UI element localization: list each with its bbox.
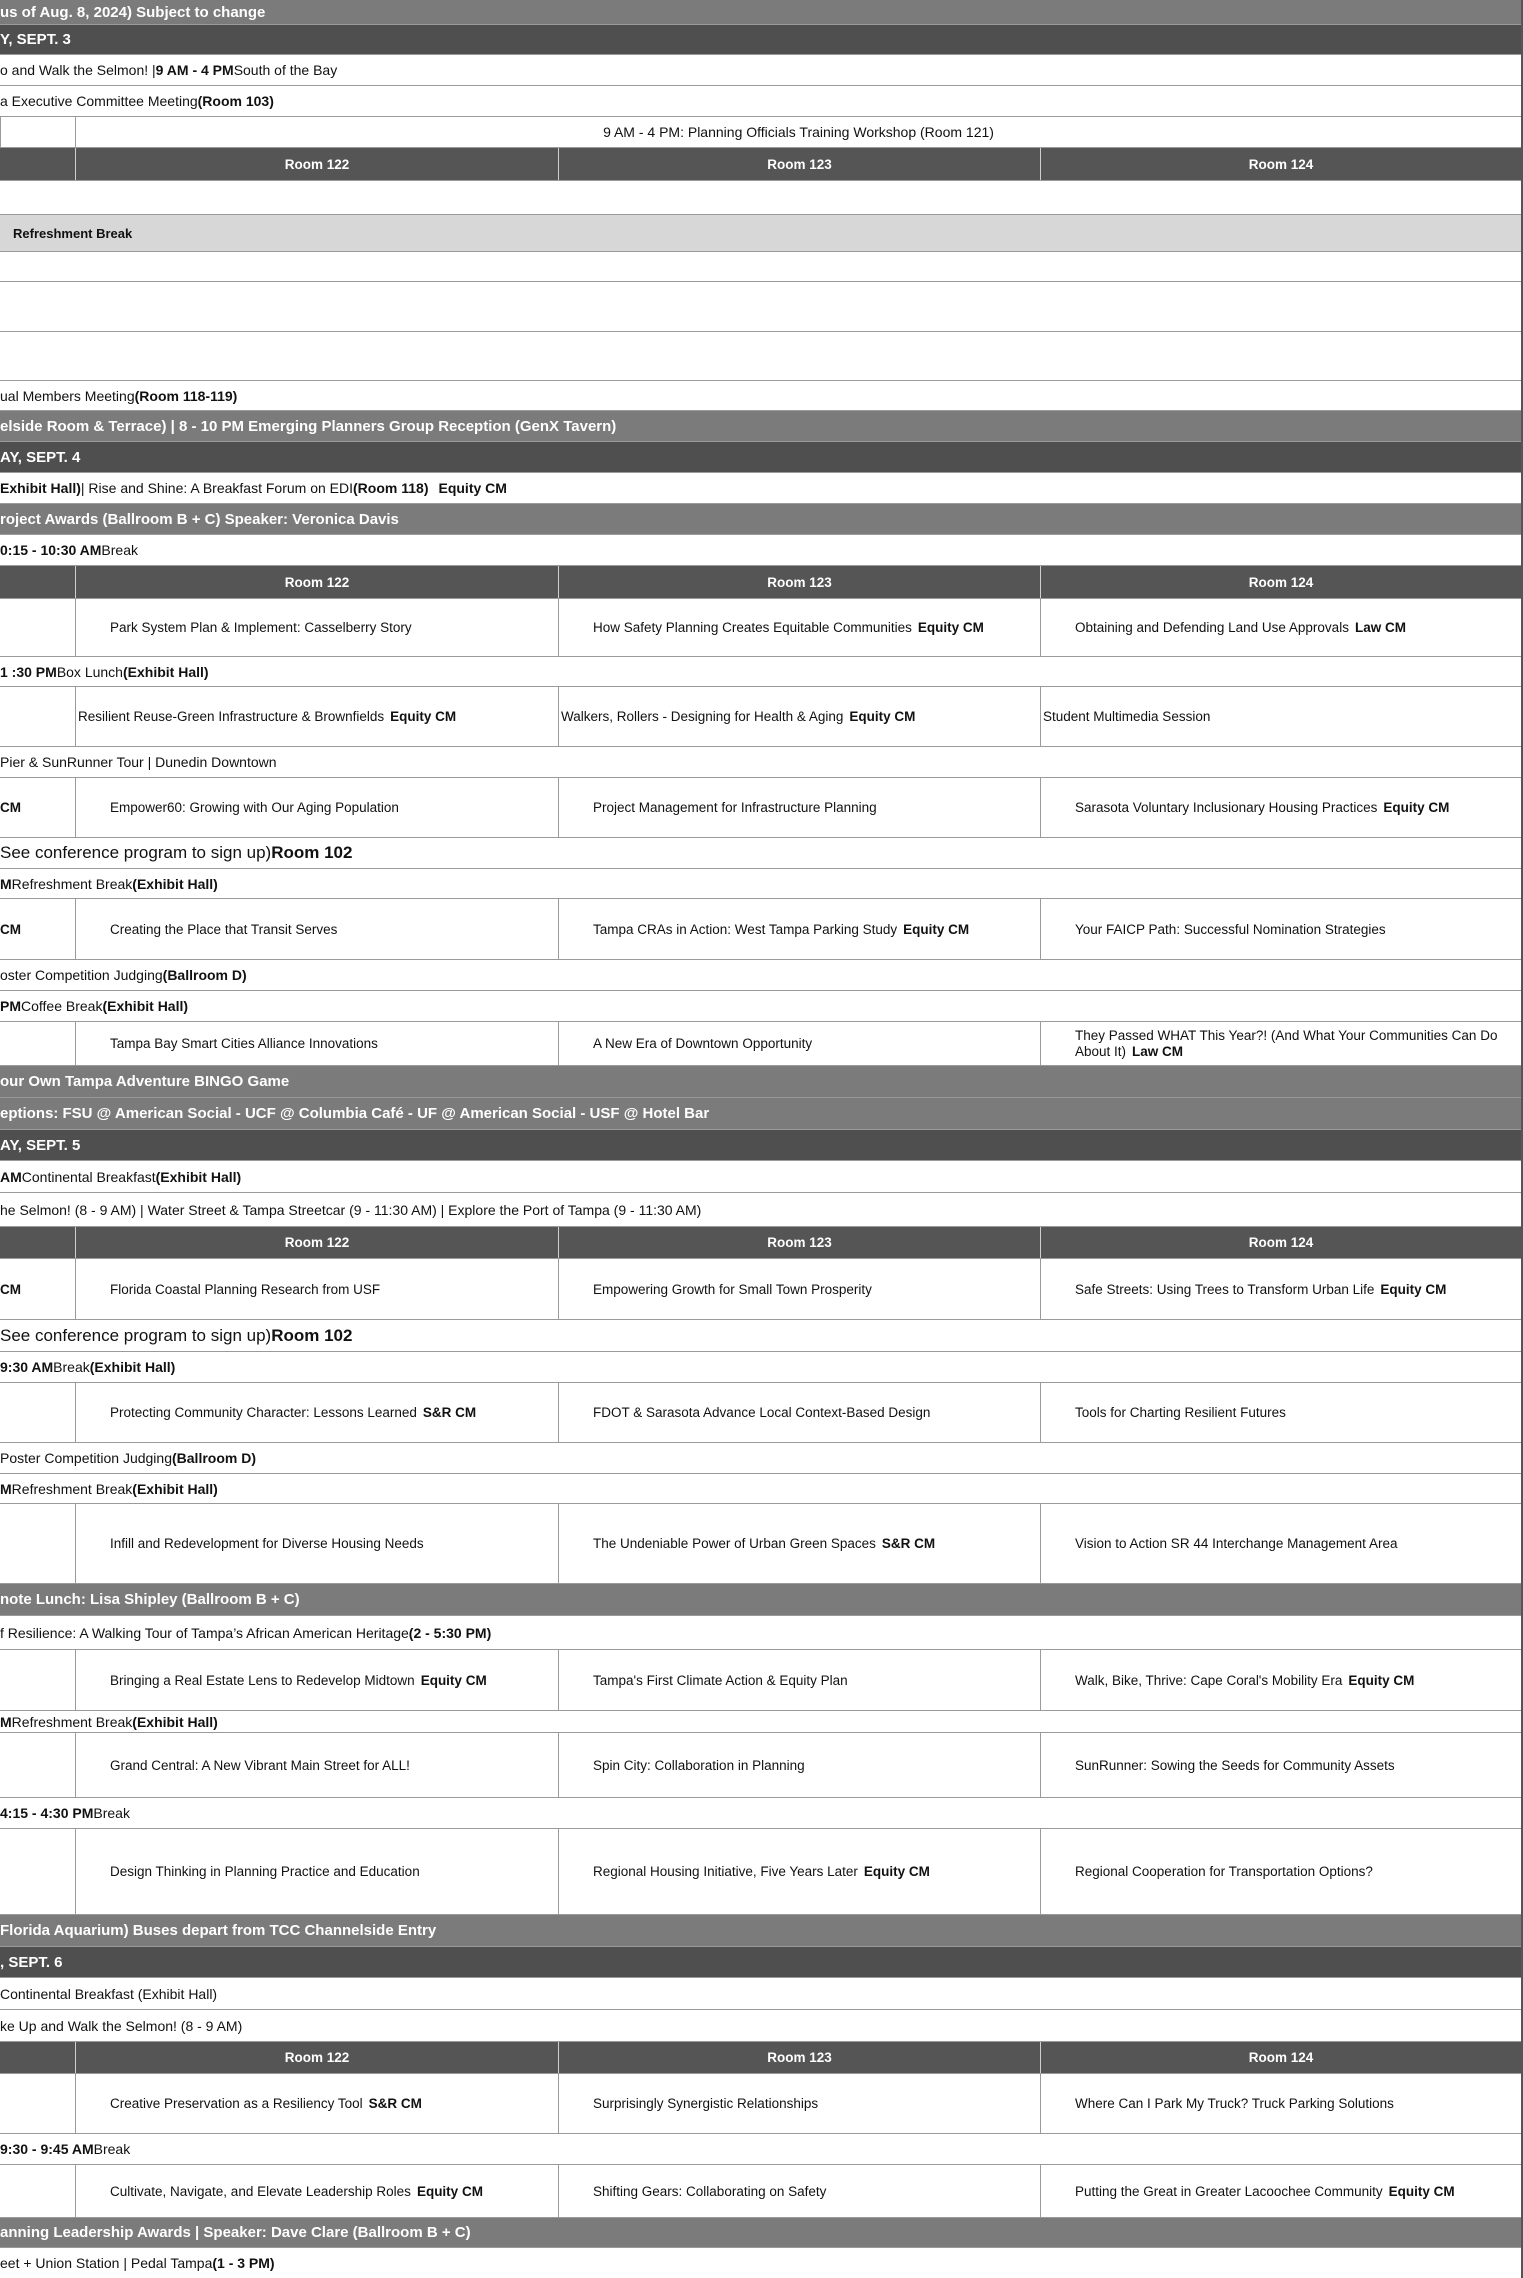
session-cell xyxy=(558,1022,1040,1065)
blank-row xyxy=(0,282,1521,332)
poster-text: oster Competition Judging xyxy=(0,967,163,983)
session-cell xyxy=(558,1504,1040,1583)
awards-row xyxy=(0,504,1521,535)
event-row xyxy=(0,86,1521,117)
event-text: | Rise and Shine: A Breakfast Forum on EDI xyxy=(80,480,354,496)
awards-row xyxy=(0,2218,1521,2248)
signup-text: See conference program to sign up) xyxy=(0,1325,272,1345)
session-title: Project Management for Infrastructure Planning xyxy=(593,800,877,815)
session-cell xyxy=(558,2165,1040,2217)
session-title: Empowering Growth for Small Town Prosperity xyxy=(593,1281,872,1297)
break-text: Refreshment Break xyxy=(11,1713,133,1730)
reception-row xyxy=(0,411,1521,442)
break-text: Refreshment Break xyxy=(13,225,133,241)
day-header-wednesday xyxy=(0,442,1521,473)
session-title: Walk, Bike, Thrive: Cape Coral's Mobility Era xyxy=(1075,1672,1343,1688)
breakfast-text: Continental Breakfast xyxy=(21,1168,156,1185)
time-cell xyxy=(0,778,75,837)
session-title: Resilient Reuse-Green Infrastructure & Brownfields xyxy=(78,709,385,724)
session-cell xyxy=(75,1733,558,1797)
session-title: Walkers, Rollers - Designing for Health & Aging xyxy=(561,709,844,724)
credit-tag: CM xyxy=(0,800,21,815)
time-cell xyxy=(0,1650,75,1710)
session-row xyxy=(0,1829,1521,1915)
break-time: 9:30 - 9:45 AM xyxy=(0,2141,94,2157)
signup-room: Room 102 xyxy=(271,1325,353,1345)
session-title: Bringing a Real Estate Lens to Redevelop Midtown xyxy=(110,1672,415,1688)
room-header-123: Room 123 xyxy=(558,566,1040,598)
event-row xyxy=(0,55,1521,86)
credit-tag: Equity CM xyxy=(1380,1281,1447,1297)
tour-row xyxy=(0,747,1521,778)
session-title: Tampa's First Climate Action & Equity Plan xyxy=(593,1672,848,1688)
blank-row xyxy=(0,332,1521,381)
event-location: South of the Bay xyxy=(233,62,338,78)
schedule-header-text: us of Aug. 8, 2024) Subject to change xyxy=(0,3,266,21)
break-row xyxy=(0,991,1521,1022)
walk-text: ke Up and Walk the Selmon! (8 - 9 AM) xyxy=(0,2017,243,2034)
signup-row xyxy=(0,1320,1521,1352)
break-time: M xyxy=(0,875,12,892)
session-title: Creating the Place that Transit Serves xyxy=(110,921,338,937)
session-row xyxy=(0,778,1521,838)
session-cell xyxy=(1040,2074,1521,2133)
session-title: Tools for Charting Resilient Futures xyxy=(1075,1405,1286,1420)
bingo-text: our Own Tampa Adventure BINGO Game xyxy=(0,1073,290,1090)
session-title: Tampa Bay Smart Cities Alliance Innovations xyxy=(110,1036,378,1051)
workshop-row xyxy=(0,117,1521,148)
session-cell xyxy=(558,778,1040,837)
session-cell xyxy=(1040,1829,1521,1914)
schedule-header xyxy=(0,0,1521,25)
breakfast-row xyxy=(0,1161,1521,1193)
room-header-122: Room 122 xyxy=(75,2042,558,2073)
session-title: SunRunner: Sowing the Seeds for Community Assets xyxy=(1075,1757,1395,1773)
session-title: Infill and Redevelopment for Diverse Housing Needs xyxy=(110,1536,424,1551)
time-cell xyxy=(0,599,75,656)
credit-tag: Equity CM xyxy=(1388,2183,1455,2199)
session-title: They Passed WHAT This Year?! (And What Your Communities Can Do About It) xyxy=(1075,1027,1498,1059)
event-room: (Room 118) xyxy=(353,480,429,496)
session-title: FDOT & Sarasota Advance Local Context-Based Design xyxy=(593,1405,931,1420)
aquarium-row xyxy=(0,1915,1521,1947)
room-header-123: Room 123 xyxy=(558,2042,1040,2073)
time-cell xyxy=(0,1504,75,1583)
time-header-cell xyxy=(0,2042,75,2073)
lunch-time: 1 :30 PM xyxy=(0,663,57,680)
credit-tag: Equity CM xyxy=(416,2183,483,2199)
time-cell xyxy=(0,1829,75,1914)
session-row xyxy=(0,1022,1521,1066)
room-header-122: Room 122 xyxy=(75,566,558,598)
credit-tag: Equity CM xyxy=(1383,800,1450,815)
session-title: Putting the Great in Greater Lacoochee Community xyxy=(1075,2183,1383,2199)
time-header-cell xyxy=(0,1227,75,1258)
session-title: Grand Central: A New Vibrant Main Street for ALL! xyxy=(110,1757,410,1773)
poster-row xyxy=(0,960,1521,991)
break-room: (Exhibit Hall) xyxy=(132,1713,218,1730)
session-row xyxy=(0,1733,1521,1798)
day-header-thursday xyxy=(0,1130,1521,1161)
credit-tag: Equity CM xyxy=(863,1864,930,1879)
session-title: Sarasota Voluntary Inclusionary Housing Practices xyxy=(1075,800,1378,815)
break-room: (Exhibit Hall) xyxy=(102,998,189,1014)
room-header-124: Room 124 xyxy=(1040,148,1521,180)
tour-row xyxy=(0,1193,1521,1227)
break-row xyxy=(0,1474,1521,1504)
credit-tag: Equity CM xyxy=(1348,1672,1415,1688)
break-room: (Exhibit Hall) xyxy=(89,1359,176,1375)
credit-tag: Equity CM xyxy=(390,709,457,724)
walking-tour-row xyxy=(0,1616,1521,1650)
time-cell xyxy=(0,2165,75,2217)
room-header-122: Room 122 xyxy=(75,148,558,180)
aquarium-text: Florida Aquarium) Buses depart from TCC Channelside Entry xyxy=(0,1922,437,1939)
time-cell xyxy=(0,687,75,746)
session-title: Your FAICP Path: Successful Nomination Strategies xyxy=(1075,921,1386,937)
session-title: Design Thinking in Planning Practice and Education xyxy=(110,1864,420,1879)
break-row xyxy=(0,535,1521,566)
credit-tag: Equity CM xyxy=(849,709,916,724)
lunch-row xyxy=(0,657,1521,687)
session-title: Spin City: Collaboration in Planning xyxy=(593,1757,805,1773)
session-title: Shifting Gears: Collaborating on Safety xyxy=(593,2183,827,2199)
day-title: Y, SEPT. 3 xyxy=(0,31,71,48)
event-row xyxy=(0,381,1521,411)
signup-row xyxy=(0,838,1521,869)
break-row xyxy=(0,869,1521,899)
session-cell xyxy=(75,778,558,837)
break-row xyxy=(0,1352,1521,1383)
time-cell xyxy=(0,1733,75,1797)
break-time: 9:30 AM xyxy=(0,1359,54,1375)
blank-row xyxy=(0,181,1521,215)
session-title: Where Can I Park My Truck? Truck Parking Solutions xyxy=(1075,2096,1394,2111)
session-row xyxy=(0,1259,1521,1320)
session-row xyxy=(0,1383,1521,1443)
credit-tag: CM xyxy=(0,921,21,937)
session-cell xyxy=(75,1829,558,1914)
break-row xyxy=(0,215,1521,252)
room-header-124: Room 124 xyxy=(1040,2042,1521,2073)
session-cell xyxy=(1040,899,1521,959)
blank-row xyxy=(0,252,1521,282)
room-header-124: Room 124 xyxy=(1040,1227,1521,1258)
workshop-text: 9 AM - 4 PM: Planning Officials Training Workshop (Room 121) xyxy=(603,124,994,140)
session-cell xyxy=(1040,1022,1521,1065)
break-text: Break xyxy=(53,1359,90,1375)
receptions-text: eptions: FSU @ American Social - UCF @ Columbia Café - UF @ American Social - USF @ Hotel Bar xyxy=(0,1105,710,1122)
walk-row xyxy=(0,2010,1521,2042)
session-title: Cultivate, Navigate, and Elevate Leadership Roles xyxy=(110,2183,411,2199)
time-header-cell xyxy=(0,566,75,598)
poster-text: Poster Competition Judging xyxy=(0,1450,172,1466)
credit-tag: S&R CM xyxy=(881,1536,936,1551)
session-title: The Undeniable Power of Urban Green Spaces xyxy=(593,1536,876,1551)
session-title: Regional Cooperation for Transportation Options? xyxy=(1075,1864,1373,1879)
session-cell xyxy=(75,1259,558,1319)
room-header-123: Room 123 xyxy=(558,1227,1040,1258)
receptions-row xyxy=(0,1098,1521,1130)
session-title: Vision to Action SR 44 Interchange Management Area xyxy=(1075,1536,1398,1551)
awards-text: anning Leadership Awards | Speaker: Dave Clare (Ballroom B + C) xyxy=(0,2224,471,2241)
session-cell xyxy=(1040,1259,1521,1319)
room-header-124: Room 124 xyxy=(1040,566,1521,598)
session-title: Florida Coastal Planning Research from USF xyxy=(110,1281,381,1297)
session-cell xyxy=(558,1733,1040,1797)
session-title: Safe Streets: Using Trees to Transform Urban Life xyxy=(1075,1281,1375,1297)
break-text: Break xyxy=(93,2141,131,2157)
bingo-row xyxy=(0,1066,1521,1098)
break-row xyxy=(0,1711,1521,1733)
day-header-tuesday xyxy=(0,25,1521,55)
time-cell xyxy=(0,1022,75,1065)
day-title: AY, SEPT. 5 xyxy=(0,1136,81,1154)
credit-tag: Equity CM xyxy=(917,620,984,635)
break-text: Break xyxy=(101,542,138,558)
session-cell xyxy=(75,1504,558,1583)
room-header-row xyxy=(0,1227,1521,1259)
break-text: Break xyxy=(93,1805,130,1821)
session-cell xyxy=(1040,599,1521,656)
session-title: Empower60: Growing with Our Aging Population xyxy=(110,800,399,815)
break-text: Refreshment Break xyxy=(11,875,133,892)
session-cell xyxy=(558,687,1040,746)
session-title: Park System Plan & Implement: Casselberry Story xyxy=(110,620,412,635)
tour-text: eet + Union Station | Pedal Tampa xyxy=(0,2255,213,2271)
session-row xyxy=(0,899,1521,960)
session-row xyxy=(0,1504,1521,1584)
session-cell xyxy=(1040,1733,1521,1797)
time-cell xyxy=(0,2074,75,2133)
event-room: (Room 103) xyxy=(197,93,274,109)
breakfast-time: AM xyxy=(0,1168,22,1185)
session-cell xyxy=(558,599,1040,656)
session-row xyxy=(0,687,1521,747)
event-room: Exhibit Hall) xyxy=(0,480,81,496)
poster-room: (Ballroom D) xyxy=(172,1450,256,1466)
walking-tour-text: f Resilience: A Walking Tour of Tampa’s African American Heritage xyxy=(0,1624,409,1641)
reception-text: elside Room & Terrace) | 8 - 10 PM Emerging Planners Group Reception (GenX Tavern) xyxy=(0,417,617,435)
credit-tag: Equity CM xyxy=(420,1672,487,1688)
session-title: How Safety Planning Creates Equitable Communities xyxy=(593,620,912,635)
session-cell xyxy=(558,1650,1040,1710)
event-room: (Room 118-119) xyxy=(134,387,238,404)
event-text: a Executive Committee Meeting xyxy=(0,93,198,109)
session-row xyxy=(0,599,1521,657)
credit-tag: Law CM xyxy=(1354,620,1406,635)
session-cell xyxy=(75,1650,558,1710)
session-cell xyxy=(558,1383,1040,1442)
session-cell xyxy=(1040,1383,1521,1442)
session-cell xyxy=(75,1383,558,1442)
tour-text: he Selmon! (8 - 9 AM) | Water Street & Tampa Streetcar (9 - 11:30 AM) | Explore the Port of Tampa (9 - 11:30 AM) xyxy=(0,1201,702,1218)
credit-tag: CM xyxy=(0,1281,21,1297)
break-time: 0:15 - 10:30 AM xyxy=(0,542,102,558)
session-cell xyxy=(558,1829,1040,1914)
session-title: Surprisingly Synergistic Relationships xyxy=(593,2096,819,2111)
credit-tag: S&R CM xyxy=(422,1405,477,1420)
session-cell xyxy=(1040,2165,1521,2217)
session-title: Tampa CRAs in Action: West Tampa Parking Study xyxy=(593,921,898,937)
day-title: , SEPT. 6 xyxy=(0,1953,63,1971)
tour-time: (1 - 3 PM) xyxy=(212,2255,275,2271)
break-row xyxy=(0,2134,1521,2165)
lunch-text: Box Lunch xyxy=(56,663,123,680)
room-header-123: Room 123 xyxy=(558,148,1040,180)
lunch-row xyxy=(0,1584,1521,1616)
signup-text: See conference program to sign up) xyxy=(0,843,272,862)
room-header-row xyxy=(0,2042,1521,2074)
workshop-cell xyxy=(75,117,1521,147)
breakfast-row xyxy=(0,1978,1521,2010)
session-row xyxy=(0,1650,1521,1711)
break-text: Coffee Break xyxy=(21,998,103,1014)
tour-row xyxy=(0,2248,1521,2278)
session-cell xyxy=(558,899,1040,959)
event-time: 9 AM - 4 PM xyxy=(155,62,234,78)
credit-tag: Law CM xyxy=(1132,1043,1184,1059)
breakfast-text: Continental Breakfast (Exhibit Hall) xyxy=(0,1985,218,2002)
day-title: AY, SEPT. 4 xyxy=(0,448,81,466)
session-title: Obtaining and Defending Land Use Approvals xyxy=(1075,620,1349,635)
session-cell xyxy=(1040,1650,1521,1710)
session-title: Regional Housing Initiative, Five Years Later xyxy=(593,1864,858,1879)
credit-tag: Equity CM xyxy=(903,921,970,937)
session-row xyxy=(0,2165,1521,2218)
tour-text: Pier & SunRunner Tour | Dunedin Downtown xyxy=(0,754,277,770)
room-header-122: Room 122 xyxy=(75,1227,558,1258)
time-cell xyxy=(0,1259,75,1319)
session-cell xyxy=(1040,687,1521,746)
breakfast-room: (Exhibit Hall) xyxy=(155,1168,242,1185)
credit-tag: Equity CM xyxy=(438,480,507,496)
break-time: 4:15 - 4:30 PM xyxy=(0,1805,94,1821)
session-title: Creative Preservation as a Resiliency Tool xyxy=(110,2096,363,2111)
room-header-row xyxy=(0,566,1521,599)
time-cell xyxy=(0,899,75,959)
break-room: (Exhibit Hall) xyxy=(132,875,218,892)
time-header-cell xyxy=(0,148,75,180)
break-room: (Exhibit Hall) xyxy=(132,1480,218,1497)
lunch-room: (Exhibit Hall) xyxy=(122,663,209,680)
walking-tour-time: (2 - 5:30 PM) xyxy=(408,1624,492,1641)
poster-room: (Ballroom D) xyxy=(162,967,247,983)
session-cell xyxy=(75,1022,558,1065)
session-cell xyxy=(75,2165,558,2217)
break-time: M xyxy=(0,1713,12,1730)
signup-room: Room 102 xyxy=(271,843,353,862)
break-row xyxy=(0,1798,1521,1829)
session-cell xyxy=(558,1259,1040,1319)
time-cell xyxy=(0,117,75,147)
session-cell xyxy=(1040,778,1521,837)
event-text: ual Members Meeting xyxy=(0,387,135,404)
break-time: M xyxy=(0,1480,12,1497)
break-time: PM xyxy=(0,998,21,1014)
session-cell xyxy=(75,687,558,746)
session-cell xyxy=(75,899,558,959)
session-title: Student Multimedia Session xyxy=(1043,709,1211,724)
break-text: Refreshment Break xyxy=(11,1480,133,1497)
credit-tag: S&R CM xyxy=(368,2096,422,2111)
lunch-text: note Lunch: Lisa Shipley (Ballroom B + C) xyxy=(0,1591,300,1608)
event-text: o and Walk the Selmon! | xyxy=(0,62,156,78)
poster-row xyxy=(0,1443,1521,1474)
time-cell xyxy=(0,1383,75,1442)
session-cell xyxy=(1040,1504,1521,1583)
session-title: Protecting Community Character: Lessons Learned xyxy=(110,1405,417,1420)
session-cell xyxy=(558,2074,1040,2133)
day-header-friday xyxy=(0,1947,1521,1978)
session-title: A New Era of Downtown Opportunity xyxy=(593,1036,813,1051)
session-cell xyxy=(75,599,558,656)
room-header-row xyxy=(0,148,1521,181)
session-row xyxy=(0,2074,1521,2134)
awards-text: roject Awards (Ballroom B + C) Speaker: Veronica Davis xyxy=(0,510,399,528)
session-cell xyxy=(75,2074,558,2133)
event-row xyxy=(0,473,1521,504)
